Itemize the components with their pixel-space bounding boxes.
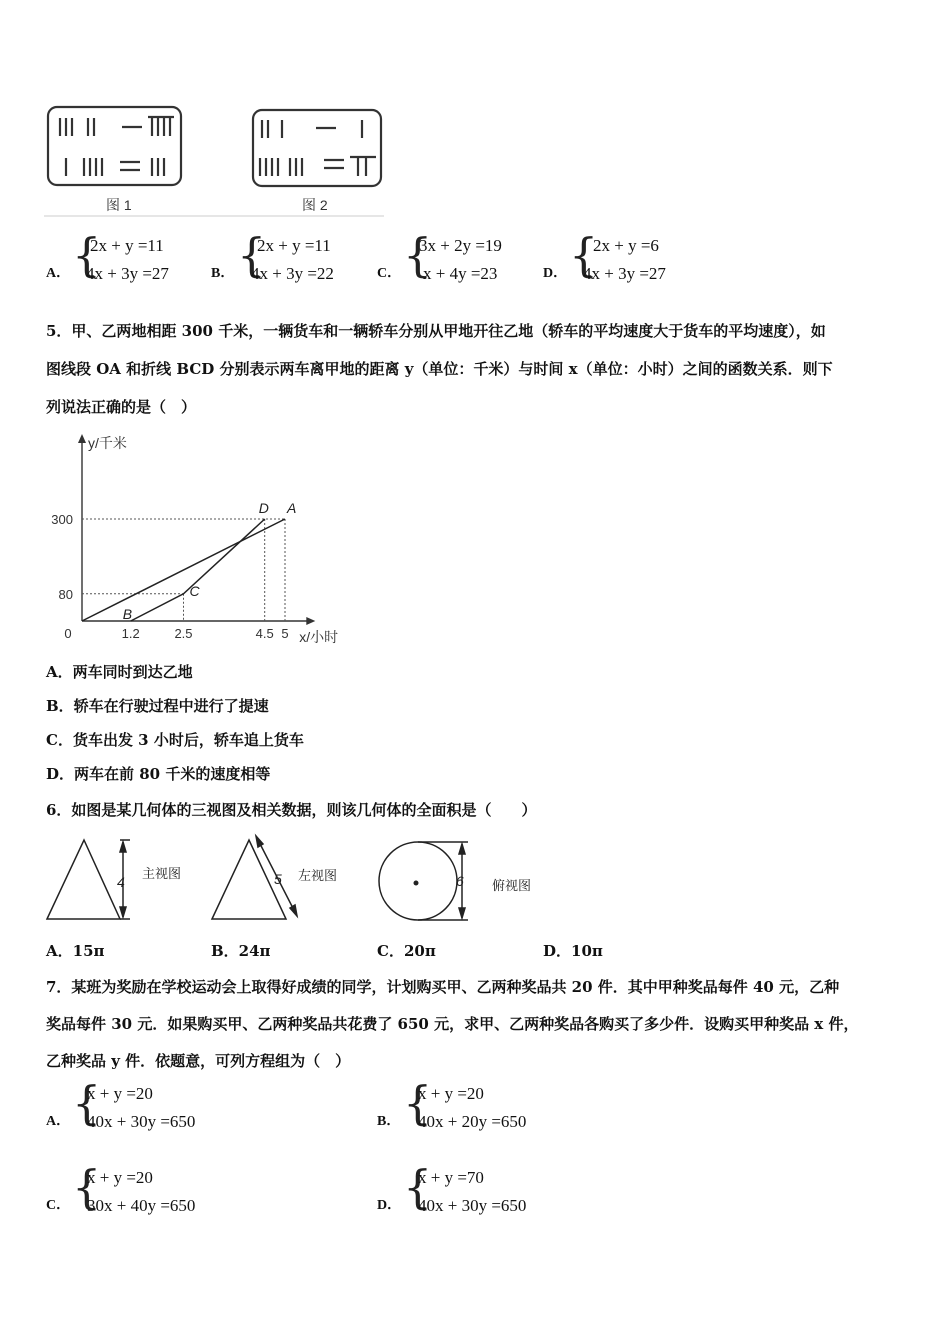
q4-option-c[interactable]	[377, 228, 537, 290]
q6-option-a[interactable]: A．15π	[46, 942, 105, 960]
q5-option-a[interactable]: A．两车同时到达乙地	[46, 663, 193, 681]
top-view	[379, 842, 468, 920]
equation-1: 2x + y =11	[90, 236, 164, 255]
q5-chart-svg	[40, 430, 339, 648]
x-tick-label: 2.5	[174, 626, 193, 641]
side-view	[212, 836, 297, 919]
q6-option-b[interactable]: B．24π	[211, 942, 271, 960]
q6-views-svg	[44, 832, 539, 926]
brace: {	[72, 1160, 102, 1214]
q5-option-b[interactable]: B．轿车在行驶过程中进行了提速	[46, 697, 269, 715]
y-tick-label: 300	[51, 512, 73, 527]
brace: {	[403, 1076, 433, 1130]
front-view-label: 主视图	[142, 866, 182, 881]
side-view-label: 左视图	[298, 868, 338, 883]
point-label-A: A	[287, 500, 297, 516]
equation-2: 4x + 3y =27	[583, 264, 666, 283]
q5-option-d[interactable]: D．两车在前 80 千米的速度相等	[46, 765, 271, 783]
point-label-D: D	[258, 500, 269, 516]
brace: {	[72, 228, 102, 282]
q6-option-d[interactable]: D．10π	[543, 942, 603, 960]
brace: {	[237, 228, 267, 282]
brace: {	[72, 1076, 102, 1130]
q5-stem-line-3: 列说法正确的是（ ）	[46, 398, 197, 416]
figure-2-caption: 图 2	[302, 197, 328, 213]
q5-stem-line-1: 5．甲、乙两地相距 300 千米，一辆货车和一辆轿车分别从甲地开往乙地（轿车的平均速度大于货车的平均速度），如	[46, 322, 826, 340]
x-tick-label: 4.5	[255, 626, 274, 641]
q4-option-b[interactable]	[211, 228, 371, 290]
x-axis-label: x/小时	[299, 629, 339, 645]
equation-2: 40x + 30y =650	[418, 1196, 527, 1215]
y-tick-label: 80	[58, 586, 73, 602]
equation-1: 2x + y =6	[593, 236, 659, 255]
brace: {	[403, 1160, 433, 1214]
equation-2: 30x + 40y =650	[87, 1196, 196, 1215]
top-view-label: 俯视图	[492, 878, 532, 893]
option-label: A．	[46, 266, 71, 281]
front-view-value: 4	[117, 874, 125, 890]
side-view-value: 5	[274, 871, 282, 887]
x-tick-label: 5	[281, 626, 289, 641]
y-axis-label: y/千米	[88, 435, 127, 451]
option-label: D．	[377, 1198, 402, 1213]
equation-1: 2x + y =11	[257, 236, 331, 255]
series-OA	[82, 519, 285, 621]
option-label: B．	[377, 1114, 401, 1129]
y-axis-arrow	[78, 434, 86, 443]
q6-three-views	[44, 832, 539, 926]
point-label-B: B	[122, 606, 133, 622]
x-tick-label: 1.2	[121, 626, 140, 641]
q7-option-b[interactable]	[377, 1076, 577, 1138]
option-label: C．	[46, 1198, 71, 1213]
equation-1: x + y =70	[418, 1168, 484, 1187]
option-label: A．	[46, 1114, 71, 1129]
point-label-C: C	[189, 582, 200, 599]
q7-stem-line-3: 乙种奖品 y 件．依题意，可列方程组为（ ）	[46, 1052, 351, 1070]
x-tick-label: 0	[64, 626, 72, 641]
q5-chart	[40, 430, 339, 648]
top-view-value: 6	[456, 873, 464, 889]
q7-option-a[interactable]	[46, 1076, 246, 1138]
rod-figures-svg	[44, 104, 389, 218]
equation-1: x + y =20	[87, 1168, 153, 1187]
equation-2: x + 4y =23	[423, 264, 498, 283]
option-label: C．	[377, 266, 402, 281]
equation-1: 3x + 2y =19	[419, 236, 502, 255]
brace: {	[403, 228, 433, 282]
q4-option-d[interactable]	[543, 228, 703, 290]
equation-2: 4x + 3y =27	[86, 264, 169, 283]
series-BCD	[131, 519, 265, 621]
brace: {	[569, 228, 599, 282]
q6-stem: 6．如图是某几何体的三视图及相关数据，则该几何体的全面积是（ ）	[46, 801, 537, 819]
q7-option-c[interactable]	[46, 1160, 246, 1222]
q4-option-a[interactable]	[46, 228, 206, 290]
figure-1-caption: 图 1	[106, 197, 132, 213]
equation-2: 4x + 3y =22	[251, 264, 334, 283]
x-axis-arrow	[306, 617, 315, 625]
rod-figures	[44, 104, 389, 218]
q7-option-d[interactable]	[377, 1160, 577, 1222]
equation-2: 40x + 30y =650	[87, 1112, 196, 1131]
equation-2: 40x + 20y =650	[418, 1112, 527, 1131]
q7-stem-line-2: 奖品每件 30 元．如果购买甲、乙两种奖品共花费了 650 元，求甲、乙两种奖品各购买了多少件．设购买甲种奖品 x 件，	[46, 1015, 859, 1033]
equation-1: x + y =20	[87, 1084, 153, 1103]
q5-option-c[interactable]: C．货车出发 3 小时后，轿车追上货车	[46, 731, 304, 749]
option-label: D．	[543, 266, 568, 281]
equation-1: x + y =20	[418, 1084, 484, 1103]
q5-stem-line-2: 图线段 OA 和折线 BCD 分别表示两车离甲地的距离 y（单位：千米）与时间 x（单位：小时）之间的函数关系．则下	[46, 360, 833, 378]
q7-stem-line-1: 7．某班为奖励在学校运动会上取得好成绩的同学，计划购买甲、乙两种奖品共 20 件．其中甲种奖品每件 40 元，乙种	[46, 978, 840, 996]
option-label: B．	[211, 266, 235, 281]
q6-option-c[interactable]: C．20π	[377, 942, 436, 960]
